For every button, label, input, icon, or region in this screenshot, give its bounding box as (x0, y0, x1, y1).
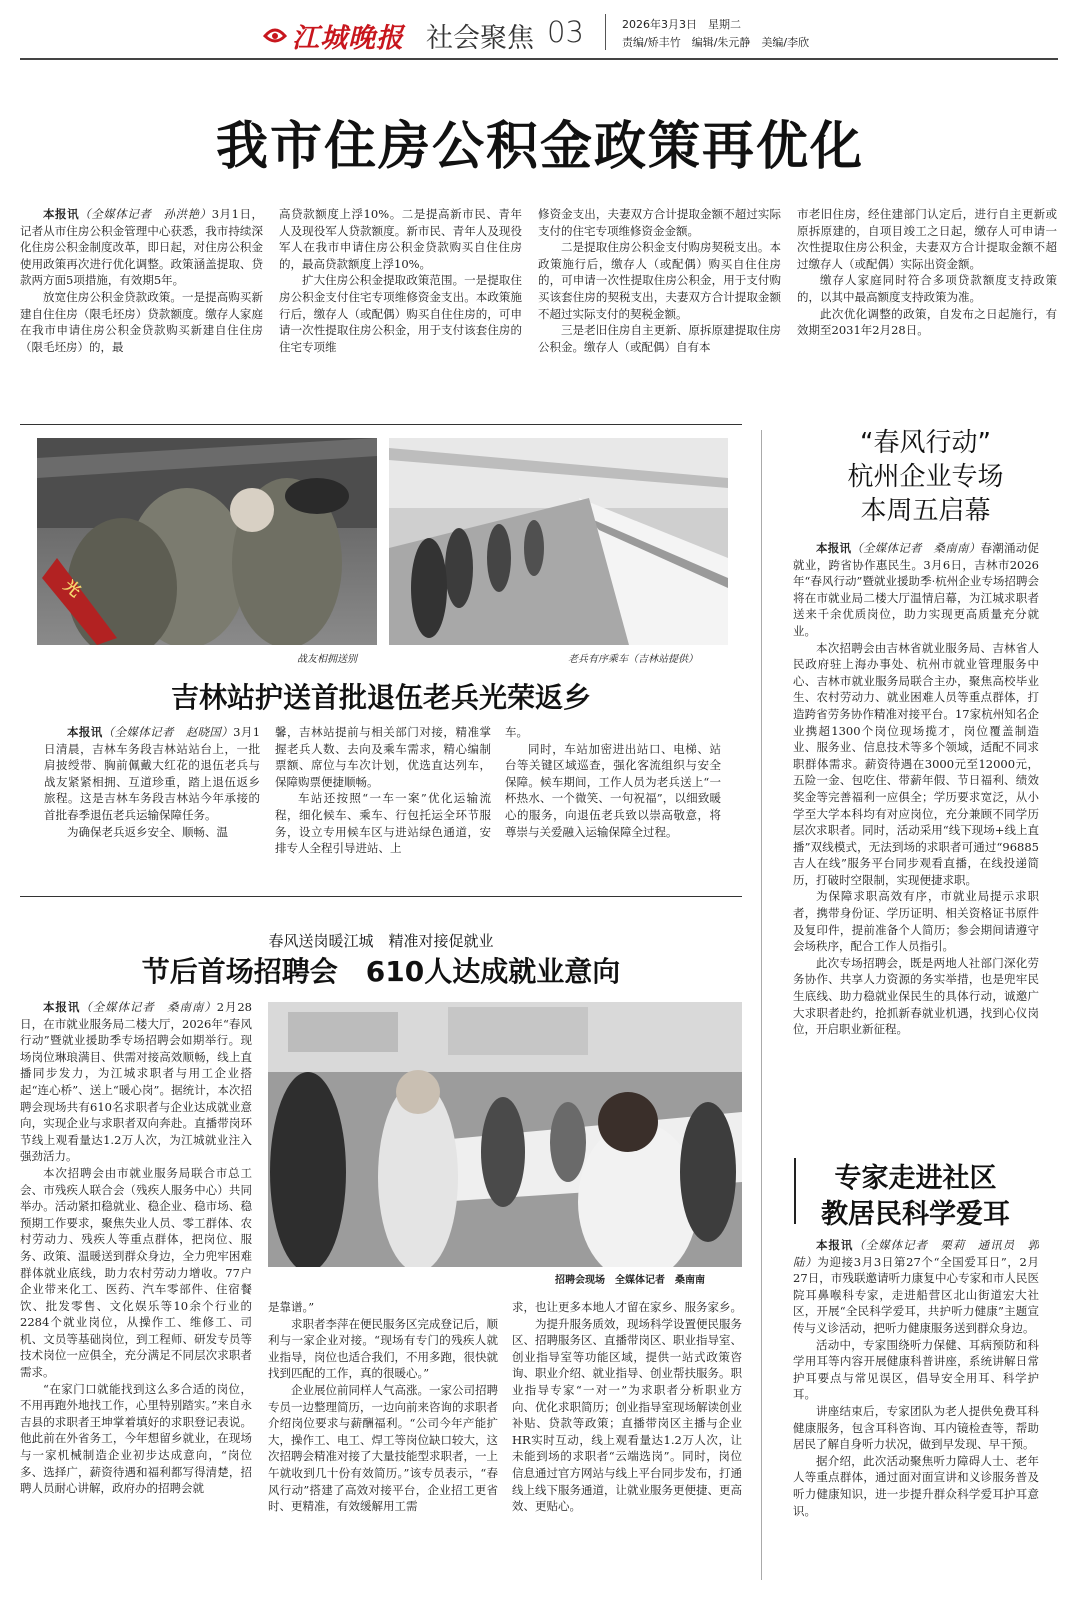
story5-headline-line2: 教居民科学爱耳 (821, 1199, 1010, 1230)
story3-column-3 (512, 1299, 742, 1583)
story1-lead-tag: 本报讯 (43, 207, 80, 221)
story3-paragraph: 求职者李萍在便民服务区完成登记后，顺利与一家企业对接。“现场有专门的残疾人就业指导，岗位也适合我们，不用多跑，很快就找到匹配的工作，真的很暖心。” (268, 1316, 498, 1381)
honor-sash-badge: 光 (60, 575, 85, 601)
story3-paragraph: 本次招聘会由市就业服务局联合市总工会、市残疾人联合会（残疾人服务中心）共同举办。活动紧扣稳就业、稳企业、稳市场、稳预期工作要求，聚焦失业人员、零工群体、农村劳动力、残疾人等重点群体，把岗位、服务、政策、温暖送到群众身边，全力兜牢困难群体就业底线，助力农村劳动力增收。77户企业带来化工、医药、汽车零部件、住宿餐饮、批发零售、文化娱乐等10余个行业的2284个就业岗位，从操作工、维修工、司机、文员等基础岗位，到工程师、研发专员等技术岗位一应俱全，充分满足不同层次求职者需求。 (20, 1165, 252, 1380)
story3-kicker: 春风送岗暖江城 精准对接促就业 (268, 932, 494, 950)
story2-byline: （全媒体记者 赵晓国） (102, 725, 234, 739)
story3-paragraph: 求，也让更多本地人才留在家乡、服务家乡。 (512, 1300, 742, 1314)
story1-byline: （全媒体记者 孙洪艳） (79, 207, 212, 221)
right-column-divider (761, 430, 762, 1580)
story1-column-1 (20, 206, 263, 376)
story2-paragraph: 同时，车站加密进出站口、电梯、站台等关键区域巡查，强化客流组织与安全保障。候车期间，工作人员为老兵送上“一杯热水、一个微笑、一句祝福”，以细致暖心的服务，向退伍老兵致以崇高敬意，将尊崇与关爱融入运输保障全过程。 (505, 741, 721, 839)
story1-paragraph: 二是提取住房公积金支付购房契税支出。本政策施行后，缴存人（或配偶）购买自住住房的，可申请一次性提取住房公积金，用于支付购买该套住房的契税支出，夫妻双方合计提取金额不超过实际支付的契税金额。 (538, 240, 781, 321)
story4-paragraph: 为保障求职高效有序，市就业局提示求职者，携带身份证、学历证明、相关资格证书原件及复印件，提前准备个人简历；参会期间请遵守会场秩序，配合工作人员指引。 (793, 889, 1039, 954)
story4-body (793, 540, 1039, 1106)
editor-credits: 责编/矫丰竹 编辑/朱元静 美编/李欣 (622, 36, 810, 49)
story2-paragraph: 车站还按照“一车一案”优化运输流程，细化候车、乘车、行包托运全环节服务，设立专用候车区与进站绿色通道，安排专人全程引导进站、上 (275, 791, 491, 856)
story1-paragraph: 高贷款额度上浮10%。二是提高新市民、青年人及现役军人贷款额度。新市民、青年人及现役军人在我市申请住房公积金贷款购买自住住房的，最高贷款额度上浮10%。 (279, 207, 522, 271)
story3-paragraph: 是靠谱。” (268, 1300, 315, 1314)
story2-photo1-caption: 战友相拥送别 (297, 654, 357, 665)
story3-headline: 节后首场招聘会 610人达成就业意向 (141, 955, 621, 988)
story1-paragraph: 此次优化调整的政策，自发布之日起施行，有效期至2031年2月28日。 (797, 306, 1057, 338)
story2-paragraph: 车。 (505, 725, 528, 739)
story4-byline: （全媒体记者 桑南南） (851, 541, 981, 555)
job-fair-illustration (268, 1002, 742, 1267)
story3-paragraph: 2月28日，在市就业服务局二楼大厅，2026年“春风行动”暨就业援助季专场招聘会如期举行。现场岗位琳琅满目、供需对接高效顺畅，线上直播同步发力，为江城求职者与用工企业搭起“连心桥”、送上“暖心岗”。据统计，本次招聘会现场共有610名求职者与企业达成就业意向，实现企业与求职者双向奔赴。直播带岗环节线上观看量达1.2万人次，为江城就业注入强劲活力。 (20, 1000, 252, 1164)
story1-paragraph: 扩大住房公积金提取政策范围。一是提取住房公积金支付住宅专项维修资金支出。本政策施行后，缴存人（或配偶）购买自住住房的，可申请一次性提取住房公积金，用于支付该套住房的住宅专项维 (279, 273, 522, 354)
story5-paragraph: 讲座结束后，专家团队为老人提供免费耳科健康服务，包含耳科咨询、耳内镜检查等，帮助居民了解自身听力状况，做到早发现、早干预。 (793, 1403, 1039, 1452)
story2-photo2-caption: 老兵有序乘车（吉林站提供） (568, 654, 698, 665)
section-title: 社会聚焦 (426, 23, 534, 54)
story2-headline: 吉林站护送首批退伍老兵光荣返乡 (170, 681, 591, 714)
story3-photo-caption-row (555, 1271, 705, 1286)
story4-paragraph: 本次招聘会由吉林省就业服务局、吉林省人民政府驻上海办事处、杭州市就业管理服务中心、吉林市就业服务局联合主办，聚焦高校毕业生、农村劳动力、就业困难人员等重点群体，打造跨省劳务协作精准对接平台。17家杭州知名企业携超1300个岗位现场揽才，岗位覆盖制造业、服务业、信息技术等多个领域，适配不同求职群体需求。薪资待遇在3000元至12000元，五险一金、包吃住、带薪年假、节日福利、绩效奖金等完善福利一应俱全；学历要求宽泛，从小学至大学本科均有对应岗位，充分兼顾不同学历层次求职者。同时，活动采用“线下现场+线上直播”双线模式，无法到场的求职者可通过“96885吉人在线”服务平台同步观看直播，在线投递简历，打破时空限制，实现便捷求职。 (793, 640, 1039, 887)
story3-top-rule (20, 896, 742, 897)
story3-paragraph: 企业展位前同样人气高涨。一家公司招聘专员一边整理简历，一边向前来咨询的求职者介绍岗位要求与薪酬福利。“公司今年产能扩大，操作工、电工、焊工等岗位缺口较大，这次招聘会精准对接了大量技能型求职者，一上午就收到几十份有效简历。”该专员表示，“春风行动”搭建了高效对接平台，企业招工更省时、更精准，有效缓解用工需 (268, 1382, 498, 1514)
story2-photo-platform (389, 438, 728, 645)
masthead (0, 0, 1079, 60)
story2-column-3 (505, 724, 721, 874)
story4-headline-line1: “春风行动” (860, 428, 991, 458)
story1-column-2 (279, 206, 522, 376)
story1-column-3 (538, 206, 781, 376)
story5-paragraph: 据介绍，此次活动聚焦听力障碍人士、老年人等重点群体，通过面对面宣讲和义诊服务普及听力健康知识，进一步提升群众科学爱耳护耳意识。 (793, 1453, 1039, 1518)
story4-lead-tag: 本报讯 (816, 541, 852, 555)
story2-column-2 (275, 724, 491, 874)
story4-headline-line3: 本周五启幕 (860, 496, 991, 526)
story5-paragraph: 为迎接3月3日第27个“全国爱耳日”，2月27日，市残联邀请听力康复中心专家和市人民医院耳鼻喉科专家，走进船营区北山街道宏大社区，开展“全民科学爱耳，共护听力健康”主题宣传与义诊活动，把听力健康服务送到群众身边。 (793, 1254, 1039, 1335)
story3-column-1 (20, 999, 252, 1581)
story5-headline-line1: 专家走进社区 (834, 1163, 997, 1194)
masthead-divider (605, 14, 606, 50)
story5-byline: （全媒体记者 栗莉 通讯员 郭陆） (793, 1238, 1039, 1269)
story5-lead-tag: 本报讯 (816, 1238, 854, 1252)
story1-paragraph: 修资金支出，夫妻双方合计提取金额不超过实际支付的住宅专项维修资金金额。 (538, 207, 781, 238)
story3-photo-caption: 招聘会现场 (555, 1275, 605, 1286)
story2-column-1 (44, 724, 260, 874)
page-number: 03 (547, 15, 584, 49)
story4-paragraph: 春潮涌动促就业，跨省协作惠民生。3月6日，吉林市2026年“春风行动”暨就业援助季·杭州企业专场招聘会将在市就业局二楼大厅温情启幕，为江城求职者送来千余优质岗位，助力实现更高质量充分就业。 (793, 541, 1039, 638)
story1-paragraph: 放宽住房公积金贷款政策。一是提高购买新建自住住房（限毛坯房）贷款额度。缴存人家庭在我市申请住房公积金贷款购买新建自住住房（限毛坯房）的，最 (20, 289, 263, 354)
story3-photo-job-fair (268, 1002, 742, 1267)
story2-paragraph: 3月1日清晨，吉林车务段吉林站站台上，一批肩披绶带、胸前佩戴大红花的退伍老兵与战友紧紧相拥、互道珍重，踏上退伍返乡旅程。这是吉林车务段吉林站今年承接的首批春季退伍老兵运输保障任务。 (44, 725, 260, 822)
story5-paragraph: 活动中，专家围绕听力保健、耳病预防和科学用耳等内容开展健康科普讲座，系统讲解日常护耳要点与常见误区，倡导安全用耳、科学护耳。 (793, 1337, 1039, 1402)
story3-paragraph: “在家门口就能找到这么多合适的岗位，不用再跑外地找工作，心里特别踏实。”来自永吉县的求职者王坤掌着填好的求职登记表说。他此前在外省务工，今年想留乡就业，在现场与一家机械制造企业初步达成意向，“岗位多、选择广，薪资待遇和福利都写得清楚，招聘人员耐心讲解，政府办的招聘会就 (20, 1381, 252, 1496)
story5-body (793, 1237, 1039, 1583)
story3-byline: （全媒体记者 桑南南） (80, 1000, 217, 1014)
story1-paragraph: 市老旧住房，经住建部门认定后，进行自主更新或原拆原建的，自项目竣工之日起，缴存人可申请一次性提取住房公积金，夫妻双方合计提取金额不超过缴存人（或配偶）实际出资金额。 (797, 207, 1057, 271)
story3-paragraph: 为提升服务质效，现场科学设置便民服务区、招聘服务区、直播带岗区、职业指导室、创业指导室等功能区域，提供一站式政策咨询、职业介绍、就业指导、创业帮扶服务。职业指导专家“一对一”为求职者分析职业方向、优化求职简历；创业指导室现场解读创业补贴、贷款等政策；直播带岗区主播与企业HR实时互动，线上观看量达1.2万人次，让未能到场的求职者“云端选岗”。同时，岗位信息通过官方网站与线上平台同步发布，打通线上线下服务通道，让就业服务更便捷、更高效、更贴心。 (512, 1316, 742, 1514)
story2-photo-hug (37, 438, 377, 645)
issue-date: 2026年3月3日 星期二 (622, 18, 741, 31)
story3-lead-tag: 本报讯 (43, 1000, 81, 1014)
story1-paragraph: 3月1日，记者从市住房公积金管理中心获悉，我市持续深化住房公积金制度改革，即日起，对住房公积金使用政策再次进行优化调整。政策涵盖提取、贷款两方面5项措施，有效期5年。 (20, 207, 263, 288)
newspaper-logo: 江城晚报 (292, 23, 404, 54)
story1-paragraph: 缴存人家庭同时符合多项贷款额度支持政策的，以其中最高额度支持政策为准。 (797, 273, 1057, 304)
soldiers-hug-illustration (37, 438, 377, 645)
story1-paragraph: 三是老旧住房自主更新、原拆原建提取住房公积金。缴存人（或配偶）自有本 (538, 323, 781, 354)
story2-paragraph: 馨，吉林站提前与相关部门对接，精准掌握老兵人数、去向及乘车需求，精心编制票额、席位与车次计划，优选直达列车，保障购票便捷顺畅。 (275, 725, 491, 789)
masthead-rule (20, 58, 1058, 60)
story2-paragraph: 为确保老兵返乡安全、顺畅、温 (67, 824, 228, 839)
story2-top-rule (20, 424, 742, 425)
story3-photo-credit: 全媒体记者 桑南南 (615, 1275, 705, 1286)
story3-column-2 (268, 1299, 498, 1583)
story1-headline: 我市住房公积金政策再优化 (215, 117, 864, 177)
newspaper-logo-icon (262, 22, 288, 48)
story2-lead-tag: 本报讯 (67, 725, 103, 739)
story1-column-4 (797, 206, 1057, 376)
story4-headline-line2: 杭州企业专场 (847, 462, 1004, 492)
train-platform-illustration (389, 438, 728, 645)
story4-paragraph: 此次专场招聘会，既是两地人社部门深化劳务协作、共享人力资源的务实举措，也是兜牢民生底线、助力稳就业保民生的具体行动，诚邀广大求职者赴约，抢抓新春就业机遇，找到心仪岗位，开启职业新征程。 (793, 955, 1039, 1037)
